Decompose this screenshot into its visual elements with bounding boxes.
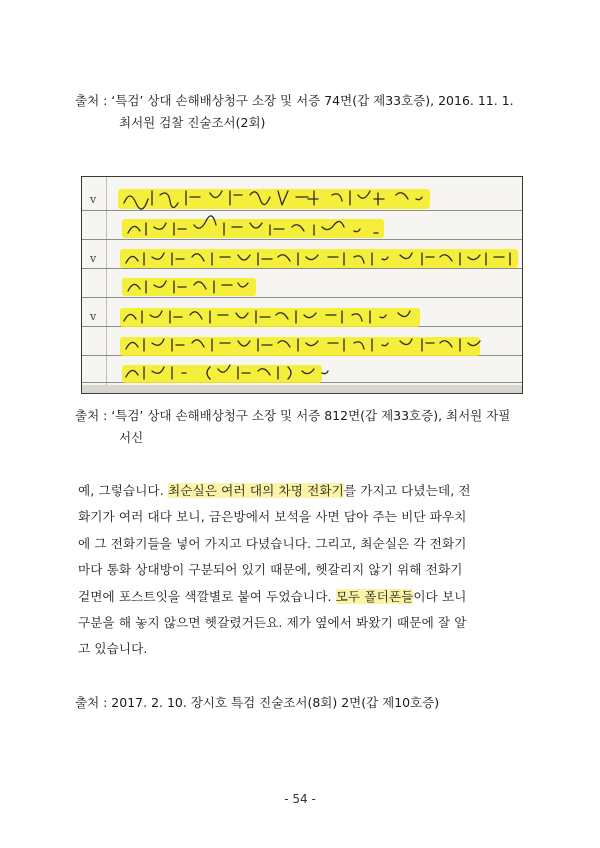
quote-line <box>78 584 524 610</box>
scan-edge <box>82 385 522 393</box>
quote-line: 구분을 해 놓지 않으면 헷갈렸거든요. 제가 옆에서 봐왔기 때문에 잘 알 <box>78 615 467 631</box>
source-citation-1-line1: 출처 : ‘특검’ 상대 손해배상청구 소장 및 서증 74면(갑 제33호증), 2016. 11. 1. <box>75 93 514 108</box>
quote-text: 이다 보니 <box>413 588 467 604</box>
quote-line: 마다 통화 상대방이 구분되어 있기 때문에, 헷갈리지 않기 위해 전화기 <box>78 562 463 578</box>
quote-line: 에 그 전화기들을 넣어 가지고 다녔습니다. 그리고, 최순실은 각 전화기 <box>78 535 467 551</box>
source-citation-1-line2: 최서원 검찰 진술조서(2회) <box>119 115 266 130</box>
quote-text: 를 가지고 다녔는데, 전 <box>343 483 471 498</box>
handwritten-note-image <box>81 176 523 394</box>
source-citation-3 <box>75 692 545 714</box>
source-citation-1 <box>75 90 545 134</box>
quote-text: 겉면에 포스트잇을 색깔별로 붙여 두었습니다. <box>78 588 336 604</box>
quote-text: 예, 그렇습니다. <box>78 483 169 498</box>
source-citation-2 <box>75 405 545 449</box>
source-citation-2-line1: 출처 : ‘특검’ 상대 손해배상청구 소장 및 서증 812면(갑 제33호증), 최서원 자필 <box>75 408 511 423</box>
quote-line: 고 있습니다. <box>78 641 148 657</box>
source-citation-2-line2: 서신 <box>119 430 144 445</box>
page-number: - 54 - <box>284 792 316 806</box>
check-mark-icon: v <box>90 310 97 323</box>
quote-highlight: 최순실은 여러 대의 차명 전화기 <box>168 483 344 498</box>
check-mark-icon: v <box>90 252 97 265</box>
source-citation-3-line1: 출처 : 2017. 2. 10. 장시호 특검 진술조서(8회) 2면(갑 제10호증) <box>75 695 440 710</box>
testimony-quote <box>78 478 524 663</box>
quote-line <box>78 478 524 504</box>
quote-line: 화기가 여러 대다 보니, 금은방에서 보석을 사면 담아 주는 비단 파우치 <box>78 509 467 525</box>
quote-highlight: 모두 폴더폰들 <box>335 588 414 604</box>
handwriting-scrawl <box>82 177 522 393</box>
check-mark-icon: v <box>90 193 97 206</box>
